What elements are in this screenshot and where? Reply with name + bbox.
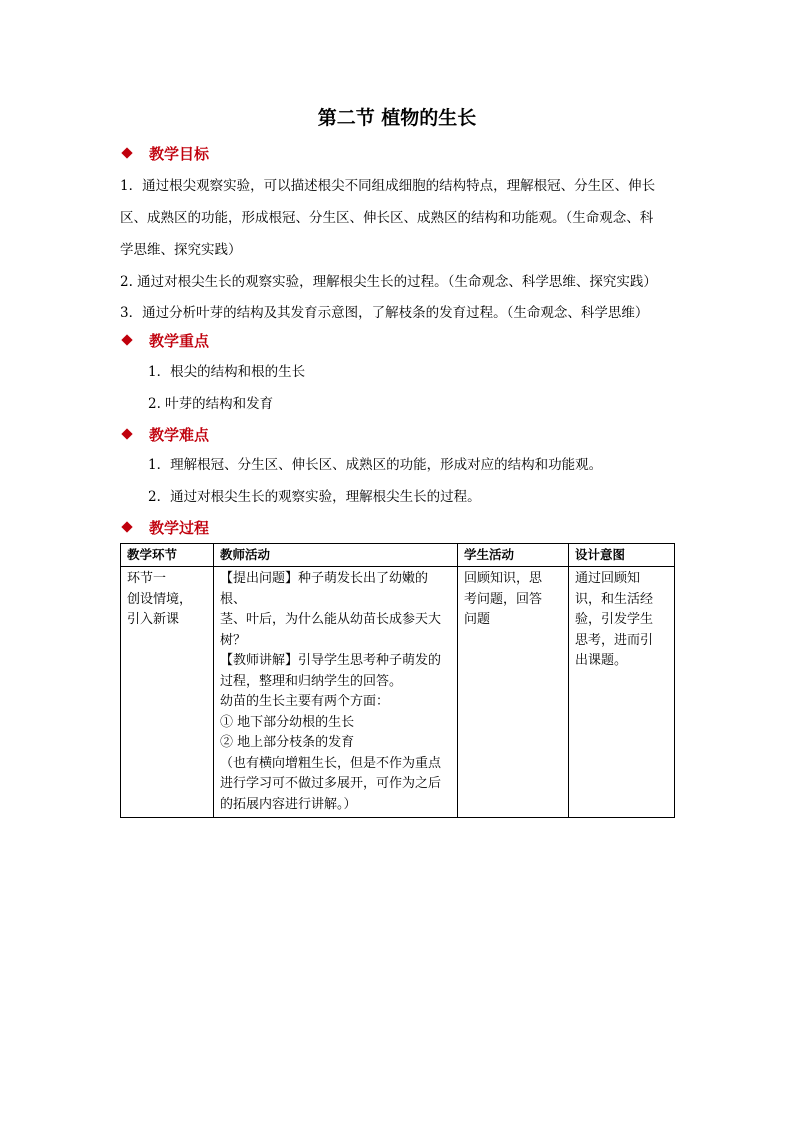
goal-line: 3．通过分析叶芽的结构及其发育示意图，了解枝条的发育过程。（生命观念、科学思维） <box>120 305 649 321</box>
intent-line: 识，和生活经 <box>575 591 654 607</box>
table-header-row <box>121 544 675 567</box>
stage-line: 环节一 <box>127 571 167 586</box>
diamond-bullet-icon <box>121 334 132 345</box>
teacher-activity-cell <box>214 567 458 818</box>
key-point-item: 2. 叶芽的结构和发育 <box>148 396 274 412</box>
design-intent-cell <box>569 567 675 818</box>
intent-line: 出课题。 <box>575 653 628 668</box>
goal-line: 2. 通过对根尖生长的观察实验，理解根尖生长的过程。（生命观念、科学思维、探究实践） <box>120 274 657 290</box>
teacher-line: 【教师讲解】引导学生思考种子萌发的 <box>220 653 442 668</box>
column-header-stage: 教学环节 <box>121 544 214 567</box>
intent-line: 思考，进而引 <box>575 632 654 648</box>
section-label: 教学目标 <box>149 144 210 163</box>
section-label: 教学重点 <box>149 331 210 350</box>
section-process-heading <box>120 515 209 539</box>
student-line: 回顾知识，思 <box>464 571 543 586</box>
teacher-line: 树？ <box>220 632 247 648</box>
stage-cell <box>121 567 214 818</box>
student-activity-cell <box>458 567 569 818</box>
diamond-bullet-icon <box>121 428 132 439</box>
goal-line: 1．通过根尖观察实验，可以描述根尖不同组成细胞的结构特点，理解根冠、分生区、伸长 <box>120 178 656 194</box>
teacher-line: ② 地上部分枝条的发育 <box>220 735 355 750</box>
intent-line: 通过回顾知 <box>575 571 641 586</box>
teacher-line: 幼苗的生长主要有两个方面： <box>220 694 390 709</box>
table-row <box>121 567 675 818</box>
diamond-bullet-icon <box>121 521 132 532</box>
section-label: 教学过程 <box>149 518 210 537</box>
stage-line: 创设情境， <box>127 591 193 607</box>
stage-line: 引入新课 <box>127 612 180 627</box>
column-header-intent: 设计意图 <box>569 544 675 567</box>
teacher-line: （也有横向增粗生长，但是不作为重点 <box>220 755 442 771</box>
difficulty-item: 1．理解根冠、分生区、伸长区、成熟区的功能，形成对应的结构和功能观。 <box>148 457 603 473</box>
goal-line: 区、成熟区的功能，形成根冠、分生区、伸长区、成熟区的结构和功能观。（生命观念、科 <box>120 210 654 226</box>
teaching-process-table <box>120 543 675 818</box>
key-point-item: 1．根尖的结构和根的生长 <box>148 364 306 380</box>
section-goals-heading <box>120 141 209 165</box>
section-key-points-heading <box>120 328 209 352</box>
intent-line: 验，引发学生 <box>575 612 654 627</box>
teacher-line: 过程，整理和归纳学生的回答。 <box>220 673 403 689</box>
column-header-teacher: 教师活动 <box>214 544 458 567</box>
teacher-line: 进行学习可不做过多展开，可作为之后 <box>220 776 442 791</box>
teacher-line: ① 地下部分幼根的生长 <box>220 714 355 730</box>
student-line: 问题 <box>464 612 491 627</box>
page-title: 第二节 植物的生长 <box>317 107 477 129</box>
teacher-line: 【提出问题】种子萌发长出了幼嫩的根、 <box>220 571 429 607</box>
column-header-student: 学生活动 <box>458 544 569 567</box>
teacher-line: 茎、叶后，为什么能从幼苗长成参天大 <box>220 612 442 627</box>
teacher-line: 的拓展内容进行讲解。） <box>220 796 357 812</box>
goal-line: 学思维、探究实践） <box>120 242 242 258</box>
section-label: 教学难点 <box>149 425 210 444</box>
section-difficulties-heading <box>120 422 209 446</box>
student-line: 考问题，回答 <box>464 591 543 607</box>
difficulty-item: 2．通过对根尖生长的观察实验，理解根尖生长的过程。 <box>148 489 481 505</box>
diamond-bullet-icon <box>121 147 132 158</box>
